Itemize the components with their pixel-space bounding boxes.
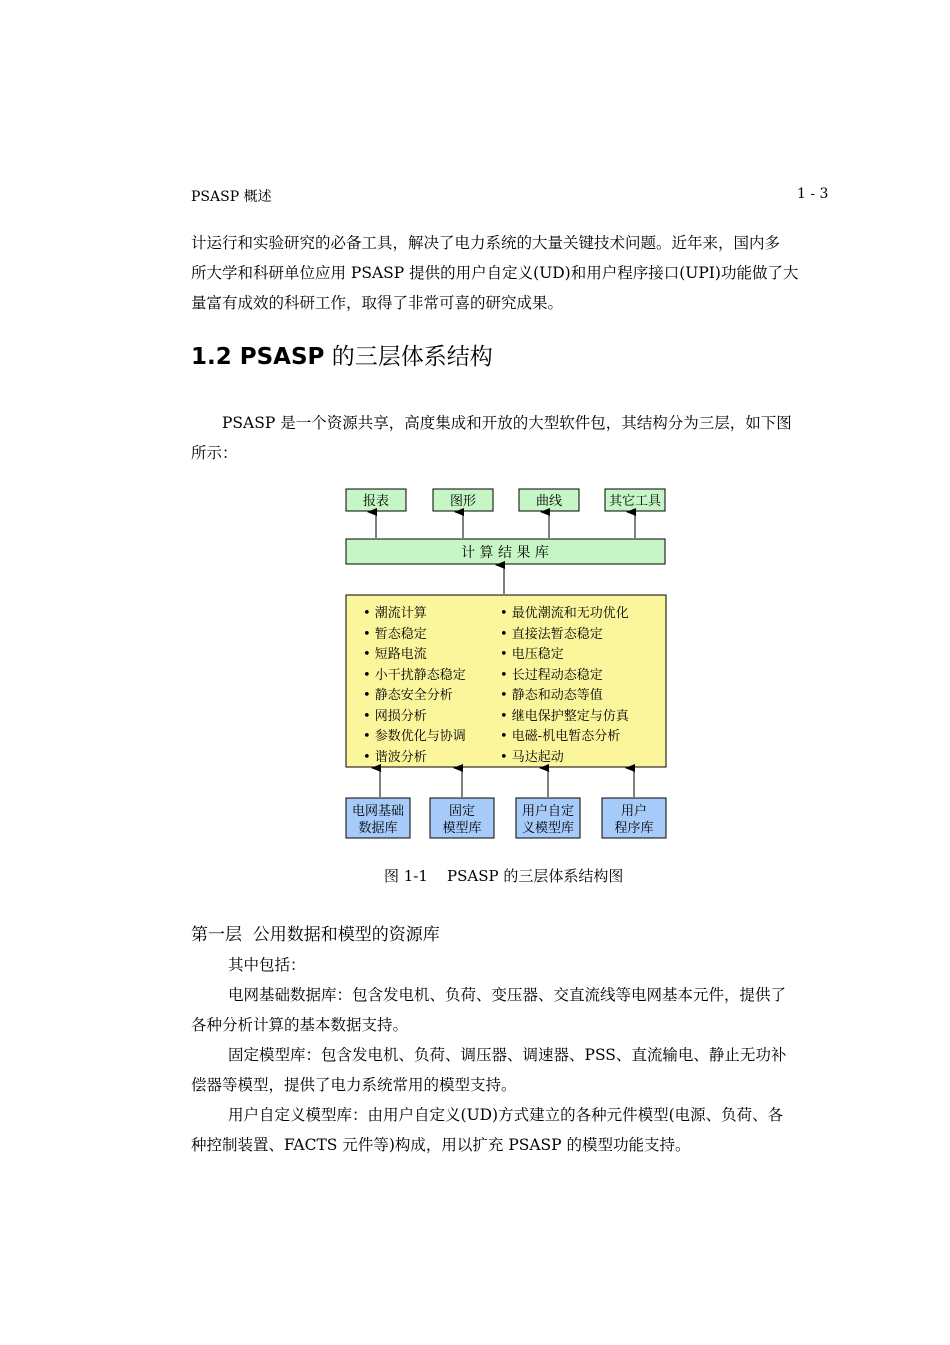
svg-text:图形: 图形 <box>449 494 477 509</box>
module-right-2: • 电压稳定 <box>500 647 564 662</box>
module-left-1: • 暂态稳定 <box>363 627 427 642</box>
module-right-1: • 直接法暂态稳定 <box>500 627 603 642</box>
layer1-p1-line2: 各种分析计算的基本数据支持。 <box>191 1016 409 1034</box>
module-left-4: • 静态安全分析 <box>363 688 453 703</box>
top-box-graphics <box>433 489 493 511</box>
structure-line-2: 所示： <box>191 444 238 462</box>
svg-text:固定: 固定 <box>448 804 476 819</box>
term-user-defined-models: 用户自定义模型库 <box>228 1106 353 1124</box>
module-left-7: • 谐波分析 <box>363 750 427 765</box>
page-header-title: PSASP 概述 <box>191 189 272 205</box>
top-box-curves <box>519 489 579 511</box>
intro-line-2: 所大学和科研单位应用 PSASP 提供的用户自定义(UD)和用户程序接口(UPI)功能做了大 <box>191 264 799 282</box>
module-right-4: • 静态和动态等值 <box>500 688 603 703</box>
layer1-p2-line1: 固定模型库：包含发电机、负荷、调压器、调速器、PSS、直流输电、静止无功补 <box>228 1046 787 1064</box>
page-number: 1 - 3 <box>797 186 829 202</box>
top-box-other-tools <box>605 489 665 511</box>
layer1-includes: 其中包括： <box>228 956 306 974</box>
svg-text:数据库: 数据库 <box>358 821 398 836</box>
result-database-box <box>346 539 665 564</box>
bottom-box-fixed-models <box>430 798 494 838</box>
svg-text:其它工具: 其它工具 <box>608 494 662 509</box>
svg-text:模型库: 模型库 <box>442 821 482 836</box>
term-fixed-models: 固定模型库 <box>228 1046 306 1064</box>
module-right-6: • 电磁-机电暂态分析 <box>500 729 621 744</box>
module-left-2: • 短路电流 <box>363 647 427 662</box>
term-grid-database: 电网基础数据库 <box>228 986 337 1004</box>
module-left-3: • 小干扰静态稳定 <box>363 668 466 683</box>
structure-line-1: PSASP 是一个资源共享，高度集成和开放的大型软件包，其结构分为三层，如下图 <box>222 414 792 432</box>
section-number-title: 1.2 PSASP <box>191 344 325 370</box>
layer1-p1-line1: 电网基础数据库：包含发电机、负荷、变压器、交直流线等电网基本元件，提供了 <box>228 986 787 1004</box>
figure-caption: 图 1-1 PSASP 的三层体系结构图 <box>384 867 624 885</box>
layer1-p3-line2: 种控制装置、FACTS 元件等)构成，用以扩充 PSASP 的模型功能支持。 <box>191 1136 691 1154</box>
svg-text:用户自定: 用户自定 <box>521 804 575 819</box>
svg-text:报表: 报表 <box>362 494 390 509</box>
layer1-title: 第一层 公用数据和模型的资源库 <box>191 925 440 945</box>
bottom-box-user-programs <box>602 798 666 838</box>
section-title-cn: 的三层体系结构 <box>324 344 493 370</box>
module-right-7: • 马达起动 <box>500 750 564 765</box>
module-left-5: • 网损分析 <box>363 709 427 724</box>
svg-text:义模型库: 义模型库 <box>521 821 575 836</box>
layer1-p2-line2: 偿器等模型，提供了电力系统常用的模型支持。 <box>191 1076 517 1094</box>
svg-text:电网基础: 电网基础 <box>351 804 405 819</box>
bottom-box-user-defined-models <box>516 798 580 838</box>
layer1-p3-line1: 用户自定义模型库：由用户自定义(UD)方式建立的各种元件模型(电源、负荷、各 <box>228 1106 784 1124</box>
calculation-modules-box <box>346 595 666 767</box>
module-right-5: • 继电保护整定与仿真 <box>500 709 629 724</box>
layer1-body <box>191 950 825 1160</box>
top-box-report <box>346 489 406 511</box>
svg-text:曲线: 曲线 <box>535 494 563 509</box>
module-right-3: • 长过程动态稳定 <box>500 668 603 683</box>
module-left-0: • 潮流计算 <box>363 606 427 621</box>
intro-line-3: 量富有成效的科研工作，取得了非常可喜的研究成果。 <box>191 294 564 312</box>
module-right-0: • 最优潮流和无功优化 <box>500 606 629 621</box>
bottom-box-grid-database <box>346 798 410 838</box>
svg-text:程序库: 程序库 <box>614 821 654 836</box>
intro-line-1: 计运行和实验研究的必备工具，解决了电力系统的大量关键技术问题。近年来，国内多 <box>191 234 781 252</box>
svg-text:计 算 结 果 库: 计 算 结 果 库 <box>461 545 549 561</box>
module-left-6: • 参数优化与协调 <box>363 729 466 744</box>
svg-text:用户: 用户 <box>620 804 648 819</box>
